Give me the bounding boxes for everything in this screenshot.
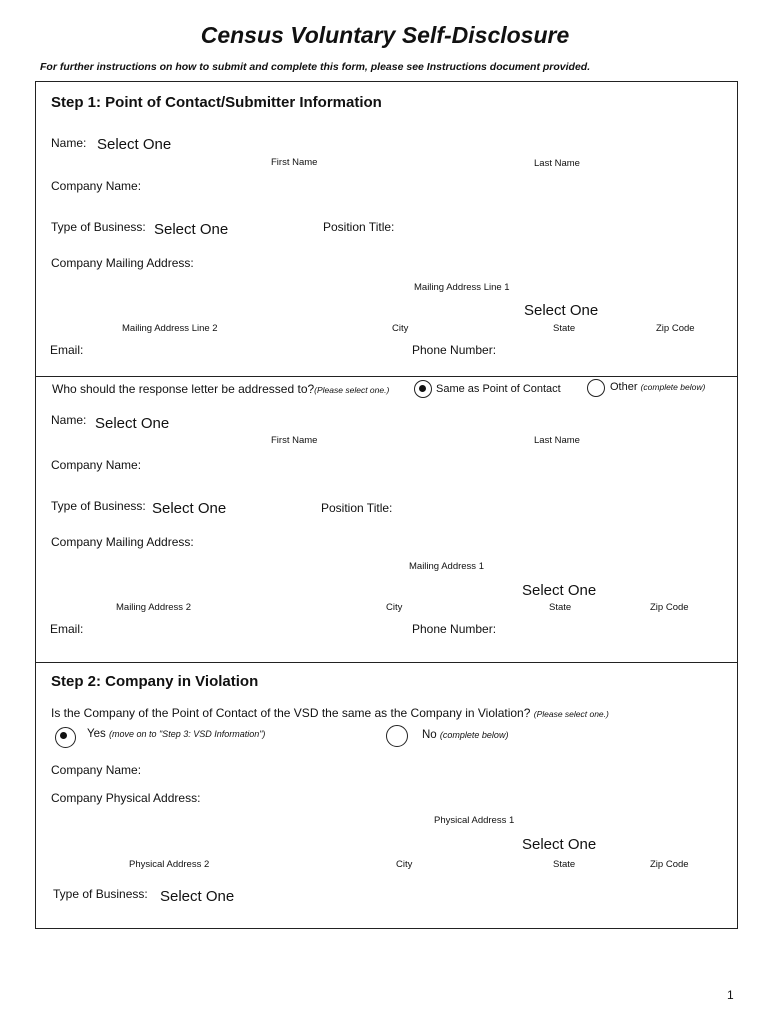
response-state-select[interactable]: Select One (522, 582, 597, 599)
response-position-title-label: Position Title: (321, 501, 393, 515)
response-mailing-address-label: Company Mailing Address: (51, 535, 194, 549)
phone-number-label: Phone Number: (412, 343, 497, 357)
mailing-address-line2-field[interactable]: Mailing Address Line 2 (122, 323, 218, 334)
zip-code-field[interactable]: Zip Code (656, 323, 695, 334)
type-of-business-select[interactable]: Select One (154, 221, 229, 238)
mailing-address-label: Company Mailing Address: (51, 256, 194, 270)
response-question-text: Who should the response letter be addressed to? (52, 382, 315, 396)
response-state-label: State (549, 602, 572, 613)
first-name-field[interactable]: First Name (271, 157, 318, 168)
type-of-business-label: Type of Business: (51, 220, 146, 234)
no-label: No (422, 729, 437, 741)
state-select[interactable]: Select One (524, 302, 599, 319)
position-title-label: Position Title: (323, 220, 395, 234)
response-mailing-address1-field[interactable]: Mailing Address 1 (409, 561, 484, 572)
violation-state-label: State (553, 859, 576, 870)
response-phone-number-label: Phone Number: (412, 622, 497, 636)
response-name-prefix-select[interactable]: Select One (95, 415, 170, 432)
response-zip-code-field[interactable]: Zip Code (650, 602, 689, 613)
response-question (52, 382, 389, 396)
no-option (422, 729, 508, 741)
city-field[interactable]: City (392, 323, 409, 334)
other-option (610, 381, 705, 393)
last-name-field[interactable]: Last Name (534, 158, 580, 169)
company-name-label: Company Name: (51, 179, 142, 193)
response-company-name-label: Company Name: (51, 458, 142, 472)
name-label: Name: (51, 136, 87, 150)
response-last-name-field[interactable]: Last Name (534, 435, 580, 446)
physical-address1-field[interactable]: Physical Address 1 (434, 815, 515, 826)
physical-address2-field[interactable]: Physical Address 2 (129, 859, 210, 870)
yes-radio[interactable] (55, 727, 76, 748)
no-radio[interactable] (386, 725, 408, 747)
violation-question-note: (Please select one.) (533, 709, 609, 719)
response-name-label: Name: (51, 413, 87, 427)
response-email-label: Email: (50, 622, 84, 636)
email-label: Email: (50, 343, 84, 357)
other-radio[interactable] (587, 379, 605, 397)
yes-option (87, 728, 265, 740)
step1-heading: Step 1: Point of Contact/Submitter Information (51, 94, 382, 111)
other-label: Other (610, 381, 638, 393)
response-mailing-address2-field[interactable]: Mailing Address 2 (116, 602, 191, 613)
response-type-of-business-label: Type of Business: (51, 499, 146, 513)
violation-company-name-label: Company Name: (51, 763, 142, 777)
yes-note: (move on to "Step 3: VSD Information") (108, 729, 266, 739)
step2-heading: Step 2: Company in Violation (51, 673, 259, 690)
response-city-field[interactable]: City (386, 602, 403, 613)
form-title: Census Voluntary Self-Disclosure (200, 22, 570, 48)
mailing-address-line1-field[interactable]: Mailing Address Line 1 (414, 282, 510, 293)
response-question-note: (Please select one.) (314, 385, 390, 395)
violation-question-text: Is the Company of the Point of Contact of the VSD the same as the Company in Violation? (51, 706, 531, 720)
violation-zip-code-field[interactable]: Zip Code (650, 859, 689, 870)
violation-state-select[interactable]: Select One (522, 836, 597, 853)
same-as-contact-label: Same as Point of Contact (436, 383, 561, 395)
violation-city-field[interactable]: City (396, 859, 413, 870)
violation-type-of-business-label: Type of Business: (53, 887, 148, 901)
yes-label: Yes (87, 728, 106, 740)
state-label: State (553, 323, 576, 334)
physical-address-label: Company Physical Address: (51, 791, 201, 805)
name-prefix-select[interactable]: Select One (97, 136, 172, 153)
violation-type-of-business-select[interactable]: Select One (160, 888, 235, 905)
violation-question (51, 706, 609, 720)
response-first-name-field[interactable]: First Name (271, 435, 318, 446)
response-type-of-business-select[interactable]: Select One (152, 500, 227, 517)
other-note: (complete below) (640, 382, 706, 392)
form-instructions: For further instructions on how to submit and complete this form, please see Instructions document provided. (40, 61, 591, 73)
same-as-contact-radio[interactable] (414, 380, 432, 398)
page-number: 1 (727, 988, 734, 1002)
no-note: (complete below) (439, 730, 509, 740)
